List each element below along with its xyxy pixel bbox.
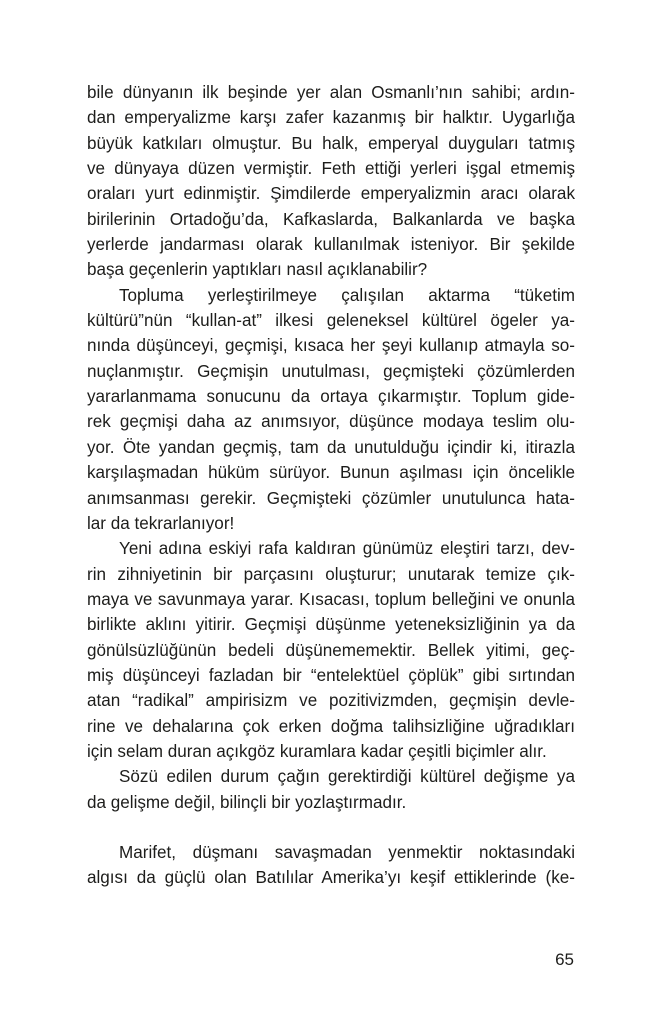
text-line: başa geçenlerin yaptıkları nasıl açıklanabilir? bbox=[87, 260, 428, 280]
paragraph bbox=[87, 536, 575, 764]
text-line: Marifet, düşmanı savaşmadan yenmektir noktasındaki bbox=[119, 842, 575, 862]
text-line: da gelişme değil, bilinçli bir yozlaştırmadır. bbox=[87, 792, 407, 812]
text-line: ve dünyaya düzen vermiştir. Feth ettiği yerleri işgal etmemiş bbox=[87, 159, 575, 179]
text-line: oraları yurt edinmiştir. Şimdilerde emperyalizmin aracı olarak bbox=[87, 184, 575, 204]
text-line: gönülsüzlüğünün bedeli düşünememektir. Bellek yitimi, geç- bbox=[87, 640, 575, 660]
text-line: Sözü edilen durum çağın gerektirdiği kültürel değişme ya bbox=[119, 767, 575, 787]
book-page-text bbox=[87, 80, 575, 891]
text-line: için selam duran açıkgöz kuramlara kadar çeşitli biçimler alır. bbox=[87, 741, 547, 761]
text-line: maya ve savunmaya yarar. Kısacası, toplum belleğini ve onunla bbox=[87, 589, 575, 609]
text-line: yerlerde jandarması olarak kullanılmak isteniyor. Bir şekilde bbox=[87, 235, 575, 255]
text-line: nuçlanmıştır. Geçmişin unutulması, geçmişteki çözümlerden bbox=[87, 361, 575, 381]
text-line: rin zihniyetinin bir parçasını oluşturur; unutarak temize çık- bbox=[87, 564, 575, 584]
paragraph bbox=[87, 764, 575, 815]
text-line: rine ve dehalarına çok erken doğma talihsizliğine uğradıkları bbox=[87, 716, 575, 736]
text-line: rek geçmişi daha az anımsıyor, düşünce modaya teslim olu- bbox=[87, 412, 575, 432]
paragraph bbox=[87, 283, 575, 536]
text-line: yor. Öte yandan geçmiş, tam da unutulduğu içindir ki, itirazla bbox=[87, 437, 575, 457]
text-line: birilerinin Ortadoğu’da, Kafkaslarda, Balkanlarda ve başka bbox=[87, 209, 575, 229]
text-line: Yeni adına eskiyi rafa kaldıran günümüz eleştiri tarzı, dev- bbox=[119, 539, 575, 559]
text-line: nında düşünceyi, geçmişi, kısaca her şeyi kullanıp atmayla so- bbox=[87, 336, 575, 356]
text-line: karşılaşmadan hüküm sürüyor. Bunun aşılması için öncelikle bbox=[87, 463, 575, 483]
paragraph bbox=[87, 840, 575, 891]
text-line: atan “radikal” ampirisizm ve pozitivizmden, geçmişin devle- bbox=[87, 691, 575, 711]
text-line: büyük katkıları olmuştur. Bu halk, emperyal duyguları tatmış bbox=[87, 133, 575, 153]
page-number: 65 bbox=[555, 950, 574, 969]
text-line: dan emperyalizme karşı zafer kazanmış bir halktır. Uygarlığa bbox=[87, 108, 575, 128]
text-line: lar da tekrarlanıyor! bbox=[87, 513, 235, 533]
text-line: Topluma yerleştirilmeye çalışılan aktarma “tüketim bbox=[119, 285, 575, 305]
text-line: algısı da güçlü olan Batılılar Amerika’yı keşif ettiklerinde (ke- bbox=[87, 868, 575, 888]
text-line: anımsanması gerekir. Geçmişteki çözümler unutulunca hata- bbox=[87, 488, 575, 508]
text-line: birlikte aklını yitirir. Geçmişi düşünme yeteneksizliğinin ya da bbox=[87, 615, 575, 635]
paragraph bbox=[87, 80, 575, 283]
text-line: kültürü”nün “kullan-at” ilkesi geleneksel kültürel ögeler ya- bbox=[87, 311, 575, 331]
text-line: miş düşünceyi fazladan bir “entelektüel çöplük” gibi sırtından bbox=[87, 665, 575, 685]
text-line: bile dünyanın ilk beşinde yer alan Osmanlı’nın sahibi; ardın- bbox=[87, 83, 575, 102]
text-line: yararlanmama sonucunu da ortaya çıkarmıştır. Toplum gide- bbox=[87, 387, 575, 407]
paragraph-gap bbox=[87, 815, 575, 840]
